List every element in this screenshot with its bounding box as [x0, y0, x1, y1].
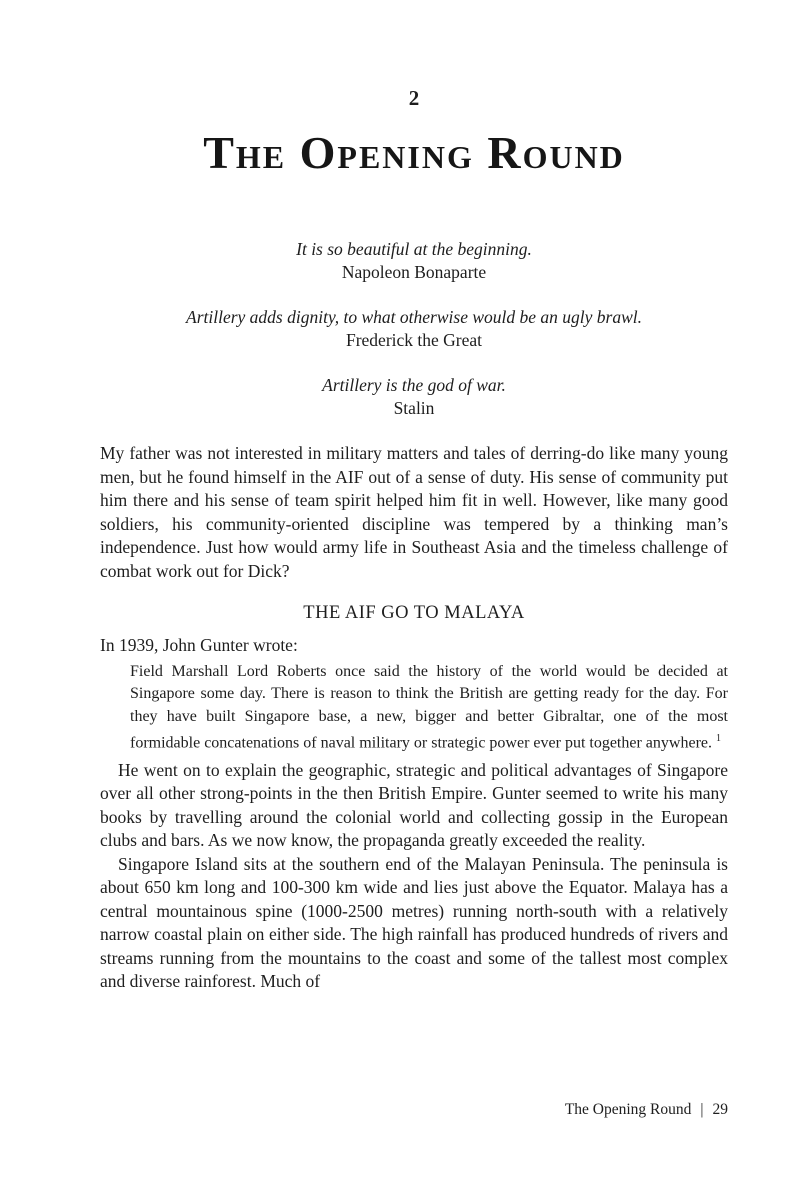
epigraph [100, 238, 728, 284]
epigraph [100, 306, 728, 352]
paragraph-intro: My father was not interested in military matters and tales of derring-do like many young men, but he found himself in the AIF out of a sense of duty. His sense of community put him there and his sense of team spirit helped him fit in well. However, like many good soldiers, his community-oriented discipline was tempered by a thinking man’s independence. Just how would army life in Southeast Asia and the timeless challenge of combat work out for Dick? [100, 443, 728, 581]
section-heading: THE AIF GO TO MALAYA [303, 603, 525, 623]
body-text [100, 442, 728, 994]
chapter-title: The Opening Round [203, 127, 625, 178]
blockquote-text: Field Marshall Lord Roberts once said the history of the world would be decided at Singapore some day. There is reason to think the British are getting ready for the day. For they have built Singapore base, a new, bigger and better Gibraltar, one of the most formidable concatenations of naval military or strategic power ever put together anywhere. [130, 662, 728, 752]
paragraph-2: He went on to explain the geographic, strategic and political advantages of Singapore over all other strong-points in the then British Empire. Gunter seemed to write his many books by travelling around the colonial world and collecting gossip in the European clubs and bars. As we now know, the propaganda greatly exceeded the reality. [100, 759, 728, 851]
page-number: 29 [712, 1101, 728, 1118]
epigraph-attribution: Napoleon Bonaparte [341, 262, 487, 282]
epigraph-attribution: Frederick the Great [345, 330, 483, 350]
chapter-number: 2 [408, 86, 420, 110]
epigraph-quote: Artillery is the god of war. [322, 375, 506, 395]
blockquote [130, 661, 728, 755]
page-footer [565, 1100, 728, 1120]
footnote-reference: 1 [716, 733, 721, 744]
paragraph-3: Singapore Island sits at the southern end of the Malayan Peninsula. The peninsula is about 650 km long and 100-300 km wide and lies just above the Equator. Malaya has a central mountainous spine (1000-2500 metres) running north-south with a relatively narrow coastal plain on either side. The high rainfall has produced hundreds of rivers and streams running from the mountains to the coast and some of the tallest most complex and diverse rainforest. Much of [100, 853, 728, 992]
epigraph-list [100, 238, 728, 420]
lead-in-line: In 1939, John Gunter wrote: [100, 635, 298, 655]
footer-separator: | [700, 1101, 704, 1118]
epigraph-attribution: Stalin [393, 398, 435, 418]
epigraph [100, 374, 728, 420]
epigraph-quote: Artillery adds dignity, to what otherwise would be an ugly brawl. [186, 307, 642, 327]
running-title: The Opening Round [564, 1101, 692, 1118]
epigraph-quote: It is so beautiful at the beginning. [296, 239, 532, 259]
